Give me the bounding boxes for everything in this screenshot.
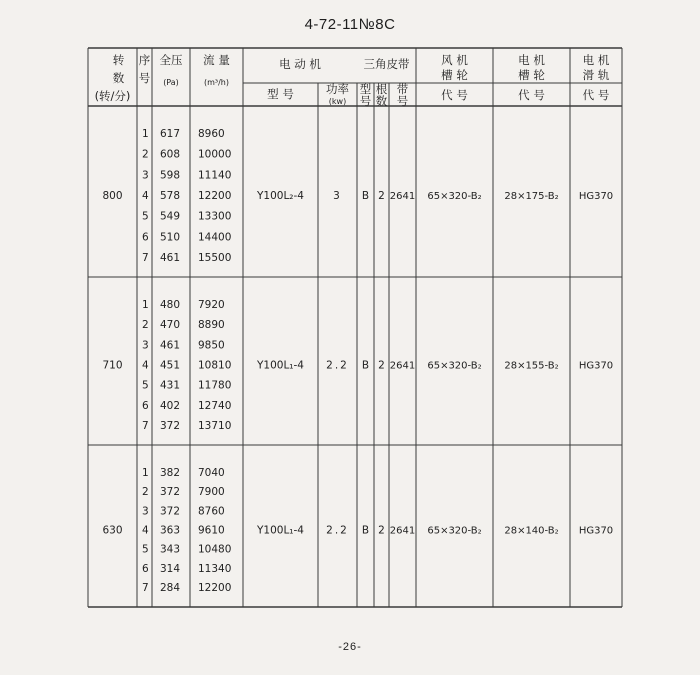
header-vbelt-belt-line1: 带 — [396, 82, 409, 96]
group-1-row-2-pressure: 608 — [160, 148, 181, 161]
group-2-row-4-flow: 10810 — [198, 359, 232, 372]
group-3-row-2-pressure: 372 — [160, 486, 181, 499]
group-3-row-5-pressure: 343 — [160, 543, 181, 556]
group-2-row-4-pressure: 451 — [160, 359, 181, 372]
group-1-row-6-flow: 14400 — [198, 231, 232, 244]
header-speed-line1: 转 — [112, 53, 125, 67]
group-3-row-7-pressure: 284 — [160, 582, 181, 594]
group-2-row-5-seq: 5 — [142, 379, 149, 392]
group-1-row-1-pressure: 617 — [160, 128, 181, 140]
header-speed-line2: 数 — [112, 71, 125, 85]
header-flow: 流 量 — [203, 53, 230, 67]
group-2-row-2-seq: 2 — [142, 319, 149, 332]
group-1-motor-power: 3 — [333, 190, 342, 202]
group-1-row-2-flow: 10000 — [198, 148, 232, 161]
group-3-row-1-seq: 1 — [142, 467, 149, 479]
page-title: 4-72-11№8C — [304, 16, 396, 33]
group-1-row-1-flow: 8960 — [198, 128, 225, 140]
group-1-row-6-seq: 6 — [142, 231, 149, 244]
group-3-rail: HG370 — [578, 525, 614, 537]
header-motor-power: 功率 — [326, 82, 349, 96]
group-3-row-6-seq: 6 — [142, 562, 149, 575]
group-1-row-2-seq: 2 — [142, 148, 149, 161]
group-1-row-4-pressure: 578 — [160, 190, 181, 202]
header-pressure: 全压 — [159, 53, 183, 67]
group-3-row-1-flow: 7040 — [198, 467, 225, 479]
header-vbelt-count-line1: 根 — [375, 82, 388, 96]
group-2-belt-no: 2641 — [389, 360, 416, 372]
group-1-rail: HG370 — [578, 191, 614, 202]
header-motor-pulley-code: 代 号 — [518, 88, 545, 102]
group-3-belt-type: B — [361, 524, 370, 537]
header-motor-model: 型 号 — [267, 87, 294, 101]
header-rail-line2: 滑 轨 — [582, 68, 610, 82]
group-2-motor-power: 2.2 — [326, 359, 349, 372]
group-2-row-4-seq: 4 — [142, 359, 149, 372]
header-flow-unit: (m³/h) — [203, 78, 230, 87]
group-3-row-4-flow: 9610 — [198, 524, 225, 537]
group-2-row-1-pressure: 480 — [160, 299, 181, 311]
header-vbelt-belt-line2: 号 — [396, 94, 409, 108]
group-3-row-6-flow: 11340 — [198, 562, 232, 575]
group-2-belt-type: B — [361, 359, 370, 372]
group-1-row-5-flow: 13300 — [198, 210, 232, 223]
group-3-row-2-seq: 2 — [142, 486, 149, 499]
group-1-motor-model: Y100L₂-4 — [257, 190, 304, 202]
group-2-rail: HG370 — [578, 360, 614, 372]
group-3-motor-pulley: 28×140-B₂ — [504, 525, 559, 537]
group-1-row-3-flow: 11140 — [198, 169, 232, 182]
header-vbelt-type-line1: 型 — [359, 82, 372, 96]
group-3-row-3-seq: 3 — [142, 505, 149, 518]
group-2-row-1-seq: 1 — [142, 299, 149, 311]
header-vbelt-type-line2: 号 — [359, 94, 372, 108]
header-vbelt-count-line2: 数 — [375, 94, 388, 108]
group-2-row-7-seq: 7 — [142, 420, 149, 432]
group-1-row-5-seq: 5 — [142, 210, 149, 223]
group-1-row-6-pressure: 510 — [160, 231, 181, 244]
page-number: -26- — [338, 641, 362, 653]
group-1-row-7-flow: 15500 — [198, 252, 232, 264]
header-seq-line2: 号 — [138, 71, 151, 85]
group-2-row-5-flow: 11780 — [198, 379, 232, 392]
group-2-row-1-flow: 7920 — [198, 299, 225, 311]
group-2-row-7-flow: 13710 — [198, 420, 232, 432]
header-motor-pulley-line2: 槽 轮 — [518, 68, 545, 82]
group-1-speed: 800 — [102, 190, 123, 202]
group-3-row-5-seq: 5 — [142, 543, 149, 556]
group-2-row-3-seq: 3 — [142, 339, 149, 352]
header-vbelt: 三角皮带 — [363, 57, 410, 71]
group-3-row-1-pressure: 382 — [160, 467, 181, 479]
group-3-speed: 630 — [102, 524, 123, 537]
group-2-row-3-pressure: 461 — [160, 339, 181, 352]
group-2-row-7-pressure: 372 — [160, 420, 181, 432]
group-1-motor-pulley: 28×175-B₂ — [504, 191, 559, 202]
group-1-row-7-pressure: 461 — [160, 252, 181, 264]
header-motor-pulley-line1: 电 机 — [518, 53, 545, 67]
group-1-row-5-pressure: 549 — [160, 210, 181, 223]
header-fan-pulley-line1: 风 机 — [441, 53, 468, 67]
header-speed-line3: (转/分) — [94, 89, 131, 103]
group-2-motor-pulley: 28×155-B₂ — [504, 360, 559, 372]
group-1-belt-type: B — [361, 190, 370, 202]
group-2-motor-model: Y100L₁-4 — [257, 359, 304, 372]
group-1-row-4-flow: 12200 — [198, 190, 232, 202]
group-2-row-6-seq: 6 — [142, 399, 149, 412]
group-1-row-3-pressure: 598 — [160, 169, 181, 182]
group-3-fan-pulley: 65×320-B₂ — [427, 525, 482, 537]
group-2-row-2-pressure: 470 — [160, 319, 181, 332]
header-fan-pulley-line2: 槽 轮 — [441, 68, 468, 82]
group-3-row-6-pressure: 314 — [160, 562, 181, 575]
header-motor: 电 动 机 — [279, 57, 321, 71]
group-2-belt-count: 2 — [378, 359, 385, 372]
group-3-row-2-flow: 7900 — [198, 486, 225, 499]
group-1-row-1-seq: 1 — [142, 128, 149, 140]
group-2-row-2-flow: 8890 — [198, 319, 225, 332]
group-3-row-4-seq: 4 — [142, 524, 149, 537]
group-2-row-6-pressure: 402 — [160, 399, 181, 412]
group-3-motor-power: 2.2 — [326, 524, 349, 537]
group-1-row-3-seq: 3 — [142, 169, 149, 182]
group-2-fan-pulley: 65×320-B₂ — [427, 360, 482, 372]
group-3-belt-count: 2 — [378, 524, 385, 537]
group-1-belt-count: 2 — [378, 190, 385, 202]
group-3-row-4-pressure: 363 — [160, 524, 181, 537]
group-3-row-3-flow: 8760 — [198, 505, 225, 518]
group-1-belt-no: 2641 — [389, 191, 416, 202]
group-3-motor-model: Y100L₁-4 — [257, 524, 304, 537]
header-motor-power-unit: (kw) — [328, 97, 347, 106]
group-2-row-3-flow: 9850 — [198, 339, 225, 352]
group-1-row-4-seq: 4 — [142, 190, 149, 202]
group-2-row-6-flow: 12740 — [198, 399, 232, 412]
header-pressure-unit: (Pa) — [163, 78, 179, 87]
group-3-row-7-flow: 12200 — [198, 582, 232, 594]
header-rail-line1: 电 机 — [582, 53, 610, 67]
group-3-belt-no: 2641 — [389, 525, 416, 537]
group-3-row-7-seq: 7 — [142, 582, 149, 594]
group-3-row-5-flow: 10480 — [198, 543, 232, 556]
header-seq-line1: 序 — [138, 53, 151, 67]
group-2-speed: 710 — [102, 359, 123, 372]
group-1-row-7-seq: 7 — [142, 252, 149, 264]
header-rail-code: 代 号 — [582, 88, 610, 102]
group-3-row-3-pressure: 372 — [160, 505, 181, 518]
group-2-row-5-pressure: 431 — [160, 379, 181, 392]
group-1-fan-pulley: 65×320-B₂ — [427, 191, 482, 202]
header-fan-pulley-code: 代 号 — [441, 88, 468, 102]
